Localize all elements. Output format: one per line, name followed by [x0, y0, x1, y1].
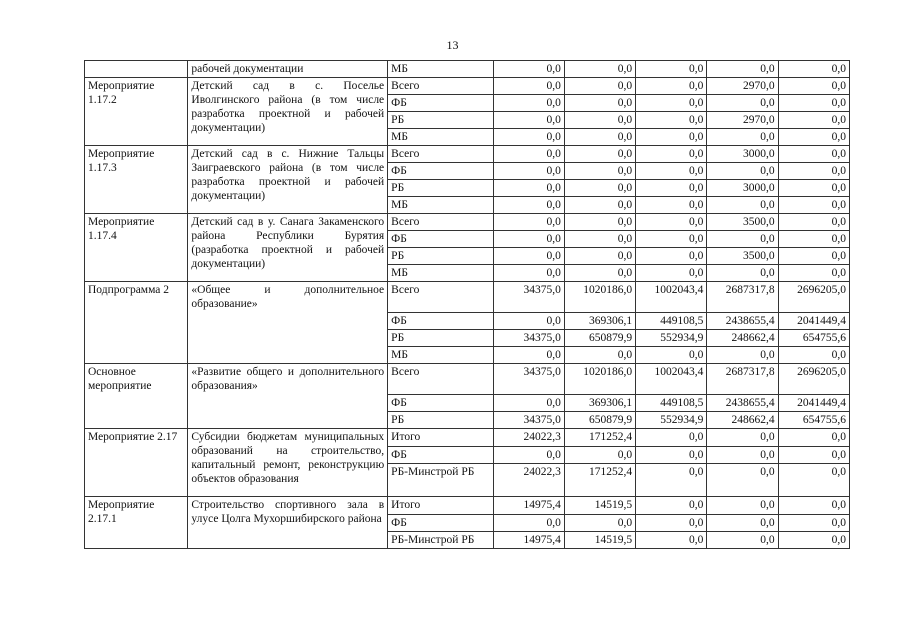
funding-source: РБ-Минстрой РБ — [388, 532, 493, 549]
table-row — [85, 282, 850, 313]
funding-source: МБ — [388, 61, 493, 78]
amount-cell: 552934,9 — [636, 412, 707, 429]
amount-cell: 449108,5 — [636, 395, 707, 412]
amount-cell: 654755,6 — [778, 412, 849, 429]
amount-cell: 0,0 — [778, 146, 849, 163]
amount-cell: 0,0 — [493, 347, 564, 364]
amount-cell: 552934,9 — [636, 330, 707, 347]
measure-code: Мероприятие 1.17.4 — [85, 214, 188, 282]
measure-code: Основное мероприятие — [85, 364, 188, 429]
funding-source: Всего — [388, 364, 493, 395]
amount-cell: 0,0 — [636, 163, 707, 180]
funding-source: РБ — [388, 412, 493, 429]
amount-cell: 369306,1 — [564, 395, 635, 412]
amount-cell: 0,0 — [636, 532, 707, 549]
funding-source: МБ — [388, 265, 493, 282]
amount-cell: 0,0 — [493, 95, 564, 112]
measure-code: Мероприятие 2.17.1 — [85, 497, 188, 549]
amount-cell: 654755,6 — [778, 330, 849, 347]
amount-cell: 24022,3 — [493, 464, 564, 497]
amount-cell: 0,0 — [564, 197, 635, 214]
amount-cell: 0,0 — [564, 248, 635, 265]
funding-source: ФБ — [388, 95, 493, 112]
amount-cell: 2687317,8 — [707, 364, 778, 395]
amount-cell: 0,0 — [564, 447, 635, 464]
amount-cell: 0,0 — [778, 214, 849, 231]
table-row — [85, 364, 850, 395]
amount-cell: 248662,4 — [707, 412, 778, 429]
amount-cell: 0,0 — [636, 447, 707, 464]
amount-cell: 0,0 — [564, 180, 635, 197]
amount-cell: 0,0 — [636, 265, 707, 282]
table-row — [85, 214, 850, 231]
measure-name: «Развитие общего и дополнительного образования» — [188, 364, 388, 429]
measure-name: Детский сад в с. Нижние Тальцы Заиграевского района (в том числе разработка проектной и рабочей документации) — [188, 146, 388, 214]
amount-cell: 3000,0 — [707, 146, 778, 163]
amount-cell: 0,0 — [493, 112, 564, 129]
amount-cell: 0,0 — [564, 347, 635, 364]
table-row — [85, 429, 850, 447]
amount-cell: 0,0 — [707, 163, 778, 180]
amount-cell: 0,0 — [778, 248, 849, 265]
amount-cell: 1020186,0 — [564, 282, 635, 313]
measure-name: «Общее и дополнительное образование» — [188, 282, 388, 364]
amount-cell: 0,0 — [778, 61, 849, 78]
measure-code — [85, 61, 188, 78]
amount-cell: 14975,4 — [493, 497, 564, 515]
amount-cell: 14975,4 — [493, 532, 564, 549]
funding-source: РБ — [388, 330, 493, 347]
amount-cell: 0,0 — [707, 464, 778, 497]
amount-cell: 0,0 — [564, 515, 635, 532]
amount-cell: 34375,0 — [493, 412, 564, 429]
amount-cell: 0,0 — [493, 197, 564, 214]
funding-source: МБ — [388, 129, 493, 146]
amount-cell: 34375,0 — [493, 330, 564, 347]
amount-cell: 0,0 — [636, 112, 707, 129]
funding-source: МБ — [388, 347, 493, 364]
amount-cell: 1020186,0 — [564, 364, 635, 395]
amount-cell: 0,0 — [707, 61, 778, 78]
amount-cell: 1002043,4 — [636, 364, 707, 395]
amount-cell: 650879,9 — [564, 330, 635, 347]
amount-cell: 24022,3 — [493, 429, 564, 447]
page-number: 13 — [446, 38, 459, 52]
amount-cell: 0,0 — [778, 197, 849, 214]
table-row — [85, 146, 850, 163]
amount-cell: 0,0 — [636, 197, 707, 214]
amount-cell: 0,0 — [493, 231, 564, 248]
measure-code: Подпрограмма 2 — [85, 282, 188, 364]
amount-cell: 0,0 — [707, 532, 778, 549]
amount-cell: 0,0 — [564, 146, 635, 163]
amount-cell: 0,0 — [636, 214, 707, 231]
funding-source: РБ — [388, 112, 493, 129]
amount-cell: 0,0 — [636, 497, 707, 515]
funding-source: ФБ — [388, 313, 493, 330]
measure-name: Субсидии бюджетам муниципальных образований на строительство, капитальный ремонт, реконструкцию объектов образования — [188, 429, 388, 497]
funding-source: Итого — [388, 497, 493, 515]
measure-name: Строительство спортивного зала в улусе Цолга Мухоршибирского района — [188, 497, 388, 549]
amount-cell: 14519,5 — [564, 497, 635, 515]
funding-source: ФБ — [388, 231, 493, 248]
table-row — [85, 497, 850, 515]
amount-cell: 0,0 — [778, 129, 849, 146]
amount-cell: 3500,0 — [707, 248, 778, 265]
amount-cell: 0,0 — [564, 163, 635, 180]
amount-cell: 0,0 — [493, 265, 564, 282]
amount-cell: 0,0 — [636, 146, 707, 163]
amount-cell: 2970,0 — [707, 78, 778, 95]
amount-cell: 0,0 — [564, 231, 635, 248]
amount-cell: 0,0 — [493, 248, 564, 265]
amount-cell: 0,0 — [707, 497, 778, 515]
amount-cell: 0,0 — [707, 447, 778, 464]
amount-cell: 0,0 — [707, 197, 778, 214]
funding-source: РБ — [388, 180, 493, 197]
amount-cell: 0,0 — [493, 146, 564, 163]
amount-cell: 0,0 — [707, 515, 778, 532]
measure-name: Детский сад в у. Санага Закаменского района Республики Бурятия (разработка проектной и рабочей документации) — [188, 214, 388, 282]
amount-cell: 171252,4 — [564, 429, 635, 447]
amount-cell: 0,0 — [564, 129, 635, 146]
amount-cell: 171252,4 — [564, 464, 635, 497]
funding-source: РБ-Минстрой РБ — [388, 464, 493, 497]
amount-cell: 0,0 — [493, 515, 564, 532]
funding-source: ФБ — [388, 447, 493, 464]
amount-cell: 1002043,4 — [636, 282, 707, 313]
amount-cell: 14519,5 — [564, 532, 635, 549]
amount-cell: 0,0 — [493, 163, 564, 180]
amount-cell: 0,0 — [636, 61, 707, 78]
amount-cell: 0,0 — [493, 447, 564, 464]
funding-source: ФБ — [388, 395, 493, 412]
amount-cell: 0,0 — [707, 429, 778, 447]
measure-code: Мероприятие 2.17 — [85, 429, 188, 497]
funding-source: ФБ — [388, 515, 493, 532]
amount-cell: 0,0 — [636, 248, 707, 265]
funding-source: МБ — [388, 197, 493, 214]
amount-cell: 0,0 — [778, 515, 849, 532]
amount-cell: 0,0 — [564, 214, 635, 231]
funding-source: РБ — [388, 248, 493, 265]
amount-cell: 0,0 — [778, 464, 849, 497]
measure-code: Мероприятие 1.17.3 — [85, 146, 188, 214]
amount-cell: 0,0 — [493, 78, 564, 95]
amount-cell: 0,0 — [778, 265, 849, 282]
amount-cell: 0,0 — [564, 112, 635, 129]
amount-cell: 0,0 — [564, 95, 635, 112]
amount-cell: 0,0 — [636, 129, 707, 146]
amount-cell: 0,0 — [778, 78, 849, 95]
amount-cell: 0,0 — [564, 61, 635, 78]
amount-cell: 0,0 — [778, 180, 849, 197]
funding-source: Всего — [388, 146, 493, 163]
amount-cell: 0,0 — [778, 447, 849, 464]
funding-source: Всего — [388, 78, 493, 95]
amount-cell: 2970,0 — [707, 112, 778, 129]
amount-cell: 2438655,4 — [707, 313, 778, 330]
amount-cell: 449108,5 — [636, 313, 707, 330]
amount-cell: 0,0 — [778, 231, 849, 248]
amount-cell: 0,0 — [636, 95, 707, 112]
amount-cell: 0,0 — [778, 497, 849, 515]
amount-cell: 0,0 — [778, 347, 849, 364]
amount-cell: 0,0 — [564, 78, 635, 95]
amount-cell: 0,0 — [778, 429, 849, 447]
funding-source: Всего — [388, 214, 493, 231]
amount-cell: 0,0 — [707, 347, 778, 364]
amount-cell: 2687317,8 — [707, 282, 778, 313]
amount-cell: 650879,9 — [564, 412, 635, 429]
amount-cell: 3500,0 — [707, 214, 778, 231]
amount-cell: 0,0 — [493, 180, 564, 197]
amount-cell: 0,0 — [636, 78, 707, 95]
amount-cell: 0,0 — [493, 129, 564, 146]
amount-cell: 2041449,4 — [778, 313, 849, 330]
amount-cell: 0,0 — [493, 395, 564, 412]
funding-source: Итого — [388, 429, 493, 447]
amount-cell: 0,0 — [493, 61, 564, 78]
funding-source: Всего — [388, 282, 493, 313]
amount-cell: 248662,4 — [707, 330, 778, 347]
amount-cell: 34375,0 — [493, 364, 564, 395]
amount-cell: 0,0 — [493, 313, 564, 330]
amount-cell: 0,0 — [778, 112, 849, 129]
table-row — [85, 61, 850, 78]
amount-cell: 0,0 — [636, 429, 707, 447]
amount-cell: 0,0 — [707, 95, 778, 112]
amount-cell: 0,0 — [636, 515, 707, 532]
amount-cell: 0,0 — [636, 464, 707, 497]
amount-cell: 0,0 — [778, 95, 849, 112]
amount-cell: 0,0 — [636, 347, 707, 364]
amount-cell: 0,0 — [778, 532, 849, 549]
measure-code: Мероприятие 1.17.2 — [85, 78, 188, 146]
amount-cell: 34375,0 — [493, 282, 564, 313]
amount-cell: 0,0 — [636, 231, 707, 248]
amount-cell: 0,0 — [707, 129, 778, 146]
amount-cell: 3000,0 — [707, 180, 778, 197]
amount-cell: 0,0 — [778, 163, 849, 180]
amount-cell: 0,0 — [493, 214, 564, 231]
measure-name: рабочей документации — [188, 61, 388, 78]
amount-cell: 0,0 — [707, 231, 778, 248]
table-row — [85, 78, 850, 95]
measure-name: Детский сад в с. Поселье Иволгинского района (в том числе разработка проектной и рабочей документации) — [188, 78, 388, 146]
amount-cell: 0,0 — [707, 265, 778, 282]
amount-cell: 369306,1 — [564, 313, 635, 330]
amount-cell: 2696205,0 — [778, 364, 849, 395]
amount-cell: 2041449,4 — [778, 395, 849, 412]
amount-cell: 2696205,0 — [778, 282, 849, 313]
funding-source: ФБ — [388, 163, 493, 180]
amount-cell: 2438655,4 — [707, 395, 778, 412]
amount-cell: 0,0 — [636, 180, 707, 197]
amount-cell: 0,0 — [564, 265, 635, 282]
budget-table — [84, 60, 850, 549]
